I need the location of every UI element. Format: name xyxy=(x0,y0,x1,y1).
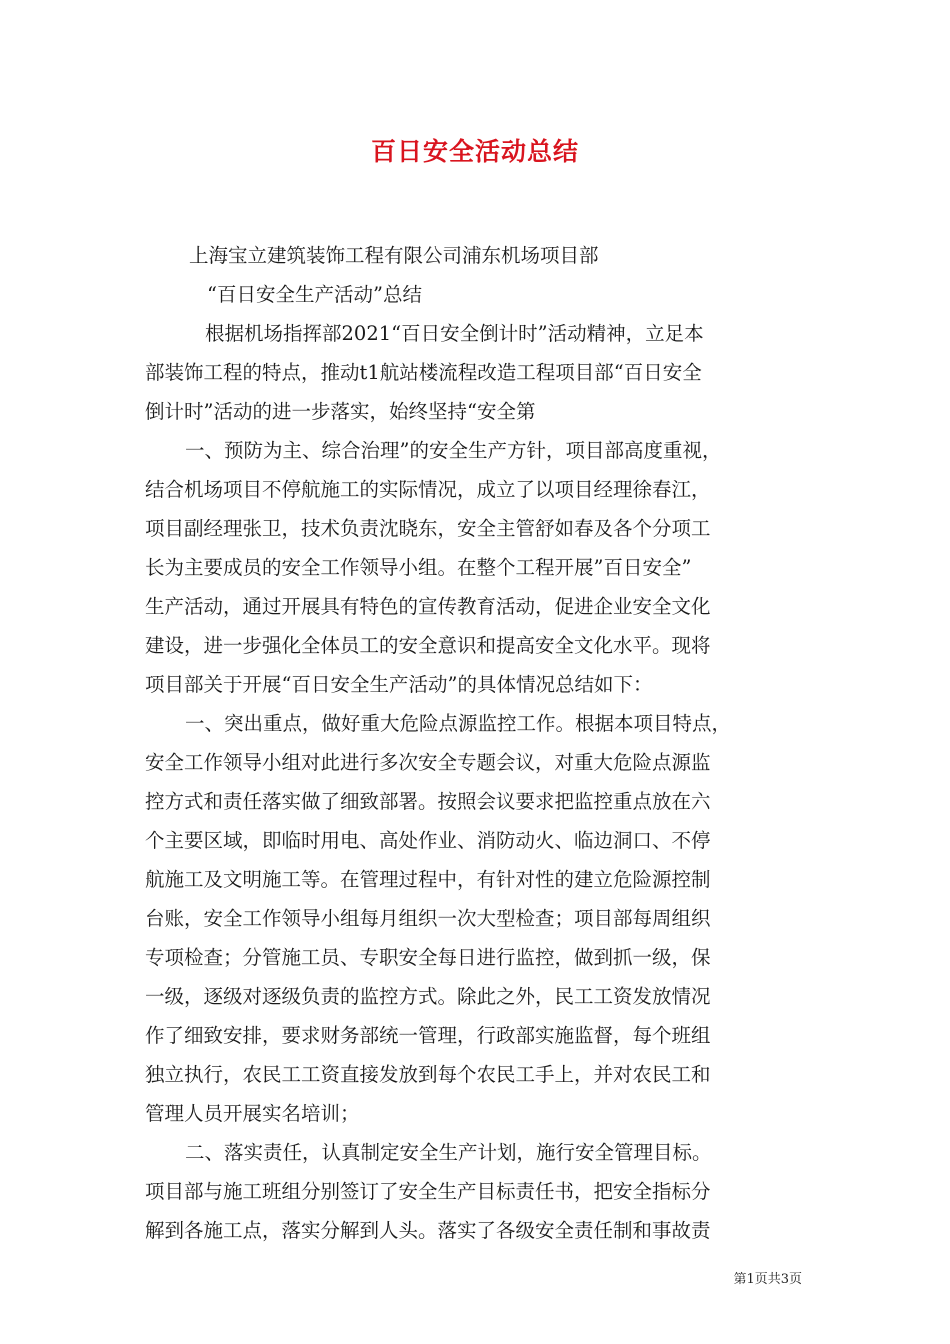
paragraph-line: 个主要区域，即临时用电、高处作业、消防动火、临边洞口、不停 xyxy=(145,829,711,852)
paragraph-line: 建设，进一步强化全体员工的安全意识和提高安全文化水平。现将 xyxy=(145,634,711,657)
page-number-footer: 第1页共3页 xyxy=(733,1272,802,1287)
subtitle-line: “百日安全生产活动”总结 xyxy=(207,283,422,306)
paragraph-line: 二、落实责任，认真制定安全生产计划，施行安全管理目标。 xyxy=(185,1141,712,1164)
paragraph-line: 作了细致安排，要求财务部统一管理，行政部实施监督，每个班组 xyxy=(145,1024,711,1047)
paragraph-line: 一、突出重点，做好重大危险点源监控工作。根据本项目特点， xyxy=(185,712,732,735)
paragraph-line: 解到各施工点，落实分解到人头。落实了各级安全责任制和事故责 xyxy=(145,1219,711,1242)
paragraph-line: 一级，逐级对逐级负责的监控方式。除此之外，民工工资发放情况 xyxy=(145,985,711,1008)
paragraph-line: 航施工及文明施工等。在管理过程中，有针对性的建立危险源控制 xyxy=(145,868,711,891)
paragraph-line: 控方式和责任落实做了细致部署。按照会议要求把监控重点放在六 xyxy=(145,790,711,813)
paragraph-line: 项目部与施工班组分别签订了安全生产目标责任书，把安全指标分 xyxy=(145,1180,711,1203)
paragraph-line: 专项检查；分管施工员、专职安全每日进行监控，做到抓一级，保 xyxy=(145,946,711,969)
paragraph-line: 结合机场项目不停航施工的实际情况，成立了以项目经理徐春江， xyxy=(145,478,711,501)
document-body xyxy=(145,236,815,1250)
paragraph-line: 管理人员开展实名培训； xyxy=(145,1102,360,1125)
paragraph-line: 台账，安全工作领导小组每月组织一次大型检查；项目部每周组织 xyxy=(145,907,711,930)
org-line: 上海宝立建筑装饰工程有限公司浦东机场项目部 xyxy=(189,244,599,267)
paragraph-line: 项目副经理张卫，技术负责沈晓东，安全主管舒如春及各个分项工 xyxy=(145,517,711,540)
paragraph-line: 独立执行，农民工工资直接发放到每个农民工手上，并对农民工和 xyxy=(145,1063,711,1086)
paragraph-line: 部装饰工程的特点，推动t1航站楼流程改造工程项目部“百日安全 xyxy=(145,361,702,384)
document-title: 百日安全活动总结 xyxy=(370,137,579,166)
paragraph-line: 根据机场指挥部2021“百日安全倒计时”活动精神，立足本 xyxy=(205,322,704,345)
paragraph-line: 一、预防为主、综合治理”的安全生产方针，项目部高度重视， xyxy=(185,439,722,462)
paragraph-line: 长为主要成员的安全工作领导小组。在整个工程开展”百日安全” xyxy=(145,556,692,579)
paragraph-line: 倒计时”活动的进一步落实，始终坚持“安全第 xyxy=(145,400,536,423)
paragraph-line: 生产活动，通过开展具有特色的宣传教育活动，促进企业安全文化 xyxy=(145,595,711,618)
paragraph-line: 安全工作领导小组对此进行多次安全专题会议，对重大危险点源监 xyxy=(145,751,711,774)
paragraph-line: 项目部关于开展“百日安全生产活动”的具体情况总结如下： xyxy=(145,673,653,696)
